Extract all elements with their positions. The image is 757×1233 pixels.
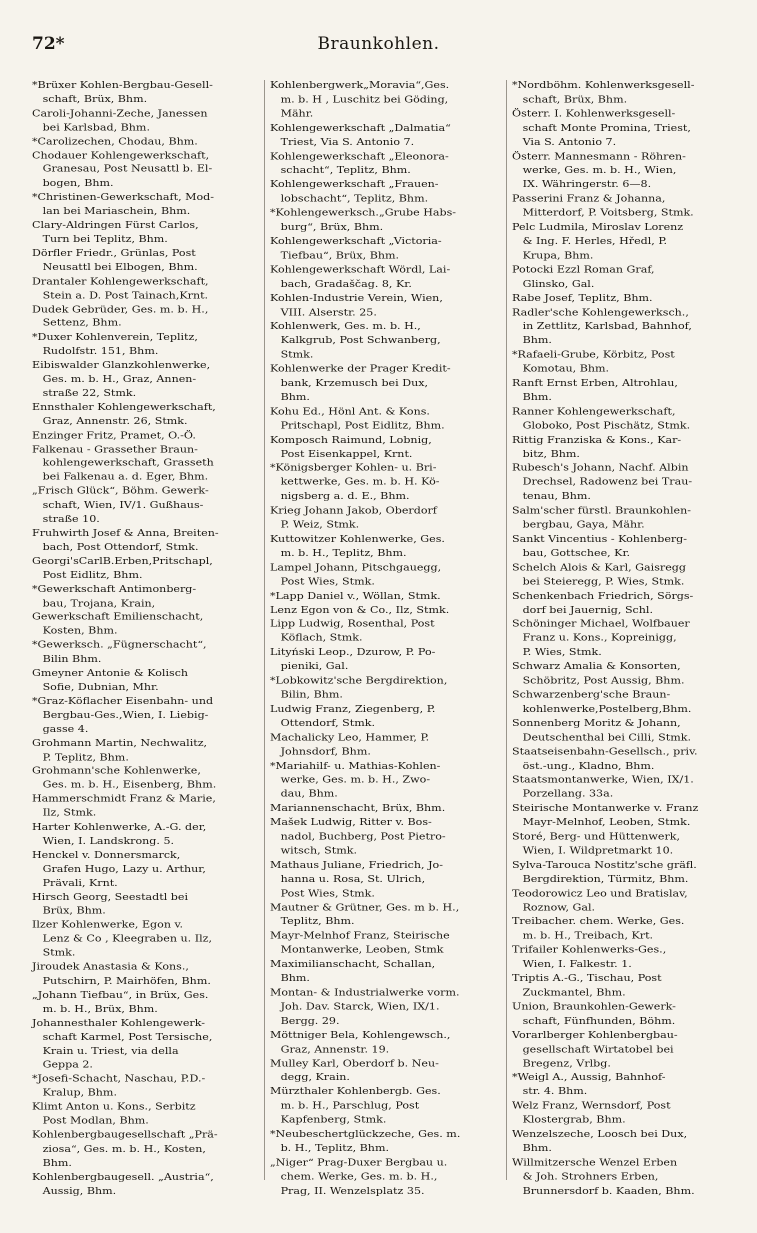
directory-entry: Klimt Anton u. Kons., Serbitz Post Modlan, Bhm. (32, 1101, 196, 1127)
directory-entry: Pelc Ludmila, Miroslav Lorenz & Ing. F. Herles, Hředl, P. Krupa, Bhm. (512, 221, 684, 261)
directory-entry: Eibiswalder Glanzkohlenwerke, Ges. m. b. H., Graz, Annen- straße 22, Stmk. (32, 359, 211, 399)
directory-entry: Falkenau - Grassether Braun- kohlengewerkschaft, Grasseth bei Falkenau a. d. Eger, Bhm. (32, 443, 214, 483)
directory-entry: Staatsmontanwerke, Wien, IX/1. Porzellang. 33a. (512, 774, 694, 800)
directory-entry: Gmeyner Antonie & Kolisch Sofie, Dubnian, Mhr. (32, 667, 189, 693)
directory-entry: Lityński Leop., Dzurow, P. Po- pieniki, Gal. (270, 646, 436, 672)
directory-entry: Ranner Kohlengewerkschaft, Globoko, Post Pischätz, Stmk. (512, 405, 691, 431)
directory-entry: *Gewerksch. „Fügnerschacht“, Bilin Bhm. (32, 639, 207, 665)
directory-entry: Vorarlberger Kohlenbergbau- gesellschaft Wirtatobel bei Bregenz, Vrlbg. (512, 1029, 678, 1069)
directory-entry: Lenz Egon von & Co., Ilz, Stmk. (270, 604, 450, 616)
directory-entry: Kohlenbergwerk„Moravia“,Ges. m. b. H , Luschitz bei Göding, Mähr. (270, 79, 450, 120)
directory-entry: „Frisch Glück“, Böhm. Gewerk- schaft, Wien, IV/1. Gußhaus- straße 10. (32, 485, 209, 525)
directory-entry: Fruhwirth Josef & Anna, Breiten- bach, Post Ottendorf, Stmk. (32, 527, 219, 553)
directory-entry: *Kohlengewerksch.„Grube Habs- burg“, Brüx, Bhm. (270, 207, 457, 233)
directory-entry: *Graz-Köflacher Eisenbahn- und Bergbau-Ges.,Wien, I. Liebig- gasse 4. (32, 695, 214, 735)
directory-entry: Teodorowicz Leo und Bratislav, Roznow, Gal. (512, 887, 688, 913)
page-header (0, 34, 757, 58)
directory-entry: Kohlen-Industrie Verein, Wien, VIII. Alserstr. 25. (270, 292, 443, 318)
directory-entry: Salm'scher fürstl. Braunkohlen- bergbau, Gaya, Mähr. (512, 505, 691, 531)
directory-entry: Kohlengewerkschaft „Eleonora- schacht“, Teplitz, Bhm. (270, 150, 449, 176)
directory-entry: Schelch Alois & Karl, Gaisregg bei Steieregg, P. Wies, Stmk. (512, 561, 686, 587)
directory-column-3 (512, 79, 698, 1199)
directory-entry: Grohmann Martin, Nechwalitz, P. Teplitz, Bhm. (32, 737, 208, 763)
directory-entry: Mathaus Juliane, Friedrich, Jo- hanna u. Rosa, St. Ulrich, Post Wies, Stmk. (270, 859, 443, 899)
directory-entry: Mayr-Melnhof Franz, Steirische Montanwerke, Leoben, Stmk (270, 930, 450, 956)
directory-entry: Ilzer Kohlenwerke, Egon v. Lenz & Co , Kleegraben u. Ilz, Stmk. (32, 919, 212, 959)
directory-entry: Rabe Josef, Teplitz, Bhm. (512, 292, 653, 304)
directory-entry: Krieg Johann Jakob, Oberdorf P. Weiz, Stmk. (270, 505, 437, 531)
directory-entry: Dudek Gebrüder, Ges. m. b. H., Settenz, Bhm. (32, 303, 209, 329)
directory-entry: Mulley Karl, Oberdorf b. Neu- degg, Krain. (270, 1057, 439, 1083)
directory-entry: Montan- & Industrialwerke vorm. Joh. Dav. Starck, Wien, IX/1. Bergg. 29. (270, 986, 460, 1027)
directory-entry: Chodauer Kohlengewerkschaft, Granesau, Post Neusattl b. El- bogen, Bhm. (32, 149, 213, 189)
directory-entry: Hammerschmidt Franz & Marie, Ilz, Stmk. (32, 793, 216, 819)
directory-entry: *Nordböhm. Kohlenwerksgesell- schaft, Brüx, Bhm. (512, 79, 695, 105)
directory-entry: Möttniger Bela, Kohlengewsch., Graz, Annenstr. 19. (270, 1029, 451, 1055)
directory-entry: Kuttowitzer Kohlenwerke, Ges. m. b. H., Teplitz, Bhm. (270, 533, 445, 559)
directory-entry: Wenzelszeche, Loosch bei Dux, Bhm. (512, 1128, 688, 1154)
directory-entry: Gewerkschaft Emilienschacht, Kosten, Bhm. (32, 611, 204, 637)
directory-entry: Mautner & Grütner, Ges. m b. H., Teplitz, Bhm. (270, 901, 460, 927)
directory-column-2 (270, 79, 460, 1199)
directory-entry: Lipp Ludwig, Rosenthal, Post Köflach, Stmk. (270, 618, 435, 644)
directory-entry: Kohlenbergbaugesell. „Austria“, Aussig, Bhm. (32, 1171, 214, 1197)
directory-entry: Treibacher. chem. Werke, Ges. m. b. H., Treibach, Krt. (512, 916, 685, 942)
directory-entry: Enzinger Fritz, Pramet, O.-Ö. (32, 429, 196, 441)
directory-entry: Harter Kohlenwerke, A.-G. der, Wien, I. Landskrong. 5. (32, 821, 207, 847)
directory-entry: Kohlengewerkschaft „Frauen- lobschacht“, Teplitz, Bhm. (270, 179, 439, 205)
directory-entry: Triptis A.-G., Tischau, Post Zuckmantel, Bhm. (512, 972, 662, 998)
directory-entry: Grohmann'sche Kohlenwerke, Ges. m. b. H., Eisenberg, Bhm. (32, 765, 217, 791)
directory-entry: Kohu Ed., Hönl Ant. & Kons. Pritschapl, Post Eidlitz, Bhm. (270, 405, 445, 431)
directory-entry: *Rafaeli-Grube, Körbitz, Post Komotau, Bhm. (512, 349, 675, 375)
directory-entry: Hirsch Georg, Seestadtl bei Brüx, Bhm. (32, 891, 189, 917)
directory-entry: Ludwig Franz, Ziegenberg, P. Ottendorf, Stmk. (270, 703, 436, 729)
directory-entry: Kohlenbergbaugesellschaft „Prä- ziosa“, Ges. m. b. H., Kosten, Bhm. (32, 1129, 218, 1169)
column-divider (264, 80, 265, 1180)
directory-entry: Rittig Franziska & Kons., Kar- bitz, Bhm. (512, 434, 682, 460)
directory-entry: „Johann Tiefbau“, in Brüx, Ges. m. b. H., Brüx, Bhm. (32, 989, 209, 1015)
directory-entry: *Lobkowitz'sche Bergdirektion, Bilin, Bhm. (270, 675, 448, 701)
directory-entry: *Königsberger Kohlen- u. Bri- kettwerke, Ges. m. b. H. Kö- nigsberg a. d. E., Bhm. (270, 462, 440, 502)
directory-entry: Kohlengewerkschaft Wördl, Lai- bach, Gradaščag. 8, Kr. (270, 264, 451, 290)
directory-entry: *Neubeschertglückzeche, Ges. m. b. H., Teplitz, Bhm. (270, 1128, 461, 1154)
directory-entry: Schwarz Amalia & Konsorten, Schöbritz, Post Aussig, Bhm. (512, 660, 685, 686)
directory-entry: Caroli-Johanni-Zeche, Janessen bei Karlsbad, Bhm. (32, 107, 208, 133)
directory-entry: Schenkenbach Friedrich, Sörgs- dorf bei Jauernig, Schl. (512, 590, 694, 616)
directory-entry: Österr. I. Kohlenwerksgesell- schaft Monte Promina, Triest, Via S. Antonio 7. (512, 108, 691, 148)
directory-entry: „Niger“ Prag-Duxer Bergbau u. chem. Werke, Ges. m. b. H., Prag, II. Wenzelsplatz 35. (270, 1156, 448, 1197)
directory-entry: Willmitzersche Wenzel Erben & Joh. Strohners Erben, Brunnersdorf b. Kaaden, Bhm. (512, 1156, 695, 1197)
directory-column-1 (32, 79, 219, 1199)
directory-entry: Steirische Montanwerke v. Franz Mayr-Melnhof, Leoben, Stmk. (512, 802, 699, 828)
directory-entry: Welz Franz, Wernsdorf, Post Klostergrab, Bhm. (512, 1100, 671, 1126)
directory-entry: *Lapp Daniel v., Wöllan, Stmk. (270, 590, 441, 601)
directory-entry: Storé, Berg- und Hüttenwerk, Wien, I. Wildpretmarkt 10. (512, 831, 681, 857)
directory-entry: Sankt Vincentius - Kohlenberg- bau, Gottschee, Kr. (512, 533, 688, 559)
directory-entry: Dörfler Friedr., Grünlas, Post Neusattl bei Elbogen, Bhm. (32, 247, 198, 273)
directory-entry: Kohlenwerk, Ges. m. b. H., Kalkgrub, Post Schwanberg, Stmk. (270, 320, 441, 361)
directory-entry: Trifailer Kohlenwerks-Ges., Wien, I. Falkestr. 1. (512, 944, 667, 970)
directory-entry: Drantaler Kohlengewerkschaft, Stein a. D. Post Tainach,Krnt. (32, 275, 209, 301)
directory-entry: Kohlenwerke der Prager Kredit- bank, Krzemusch bei Dux, Bhm. (270, 363, 451, 403)
directory-entry: Clary-Aldringen Fürst Carlos, Turn bei Teplitz, Bhm. (32, 219, 199, 245)
page-title: Braunkohlen. (317, 34, 440, 54)
directory-entry: Georgi'sCarlB.Erben,Pritschapl, Post Eidlitz, Bhm. (32, 555, 213, 581)
directory-entry: Sonnenberg Moritz & Johann, Deutschenthal bei Cilli, Stmk. (512, 717, 691, 743)
directory-entry: *Duxer Kohlenverein, Teplitz, Rudolfstr. 151, Bhm. (32, 331, 198, 357)
directory-entry: Sylva-Tarouca Nostitz'sche gräfl. Bergdirektion, Türmitz, Bhm. (512, 859, 697, 885)
directory-entry: Maximilianschacht, Schallan, Bhm. (270, 958, 436, 984)
directory-entry: *Christinen-Gewerkschaft, Mod- lan bei Mariaschein, Bhm. (32, 191, 215, 217)
directory-entry: Union, Braunkohlen-Gewerk- schaft, Fünfhunden, Böhm. (512, 1001, 676, 1027)
column-divider (506, 80, 507, 1180)
directory-entry: *Gewerkschaft Antimonberg- bau, Trojana, Krain, (32, 583, 197, 609)
directory-entry: *Weigl A., Aussig, Bahnhof- str. 4. Bhm. (512, 1071, 666, 1098)
directory-entry: Mariannenschacht, Brüx, Bhm. (270, 802, 446, 814)
directory-entry: Mürzthaler Kohlenbergb. Ges. m. b. H., Parschlug, Post Kapfenberg, Stmk. (270, 1086, 441, 1126)
directory-entry: Schöninger Michael, Wolfbauer Franz u. Kons., Kopreinigg, P. Wies, Stmk. (512, 618, 690, 658)
directory-entry: Staatseisenbahn-Gesellsch., priv. öst.-ung., Kladno, Bhm. (512, 745, 698, 772)
directory-entry: Potocki Ezzl Roman Graf, Glinsko, Gal. (512, 264, 655, 290)
directory-entry: *Brüxer Kohlen-Bergbau-Gesell- schaft, Brüx, Bhm. (32, 79, 213, 105)
directory-entry: Mašek Ludwig, Ritter v. Bos- nadol, Buchberg, Post Pietro- witsch, Stmk. (270, 816, 446, 857)
page-number: 72* (32, 34, 65, 54)
directory-entry: *Mariahilf- u. Mathias-Kohlen- werke, Ges. m. b. H., Zwo- dau, Bhm. (270, 760, 441, 800)
directory-entry: Kohlengewerkschaft „Victoria- Tiefbau“, Brüx, Bhm. (270, 235, 442, 261)
directory-entry: Machalicky Leo, Hammer, P. Johnsdorf, Bhm. (270, 731, 430, 757)
directory-entry: Ranft Ernst Erben, Altrohlau, Bhm. (512, 377, 678, 403)
directory-entry: *Josefi-Schacht, Naschau, P.D.- Kralup, Bhm. (32, 1073, 206, 1099)
directory-entry: Ennsthaler Kohlengewerkschaft, Graz, Annenstr. 26, Stmk. (32, 401, 216, 427)
directory-entry: Komposch Raimund, Lobnig, Post Eisenkappel, Krnt. (270, 434, 432, 460)
directory-entry: Österr. Mannesmann - Röhren- werke, Ges. m. b. H., Wien, IX. Währingerstr. 6—8. (512, 150, 686, 190)
directory-entry: Kohlengewerkschaft „Dalmatia“ Triest, Via S. Antonio 7. (270, 122, 451, 148)
directory-entry: Lampel Johann, Pitschgauegg, Post Wies, Stmk. (270, 561, 442, 587)
directory-entry: Radler'sche Kohlengewerksch., in Zettlitz, Karlsbad, Bahnhof, Bhm. (512, 306, 692, 346)
directory-entry: Schwarzenberg'sche Braun- kohlenwerke,Postelberg,Bhm. (512, 689, 692, 715)
directory-entry: Henckel v. Donnersmarck, Grafen Hugo, Lazy u. Arthur, Prävali, Krnt. (32, 849, 206, 889)
directory-entry: *Carolizechen, Chodau, Bhm. (32, 135, 198, 147)
directory-entry: Jiroudek Anastasia & Kons., Putschirn, P. Mairhöfen, Bhm. (32, 961, 211, 987)
directory-entry: Passerini Franz & Johanna, Mitterdorf, P. Voitsberg, Stmk. (512, 193, 694, 219)
directory-entry: Johannesthaler Kohlengewerk- schaft Karmel, Post Tersische, Krain u. Triest, via della Geppa 2. (32, 1017, 213, 1071)
directory-entry: Rubesch's Johann, Nachf. Albin Drechsel, Radowenz bei Trau- tenau, Bhm. (512, 462, 693, 502)
